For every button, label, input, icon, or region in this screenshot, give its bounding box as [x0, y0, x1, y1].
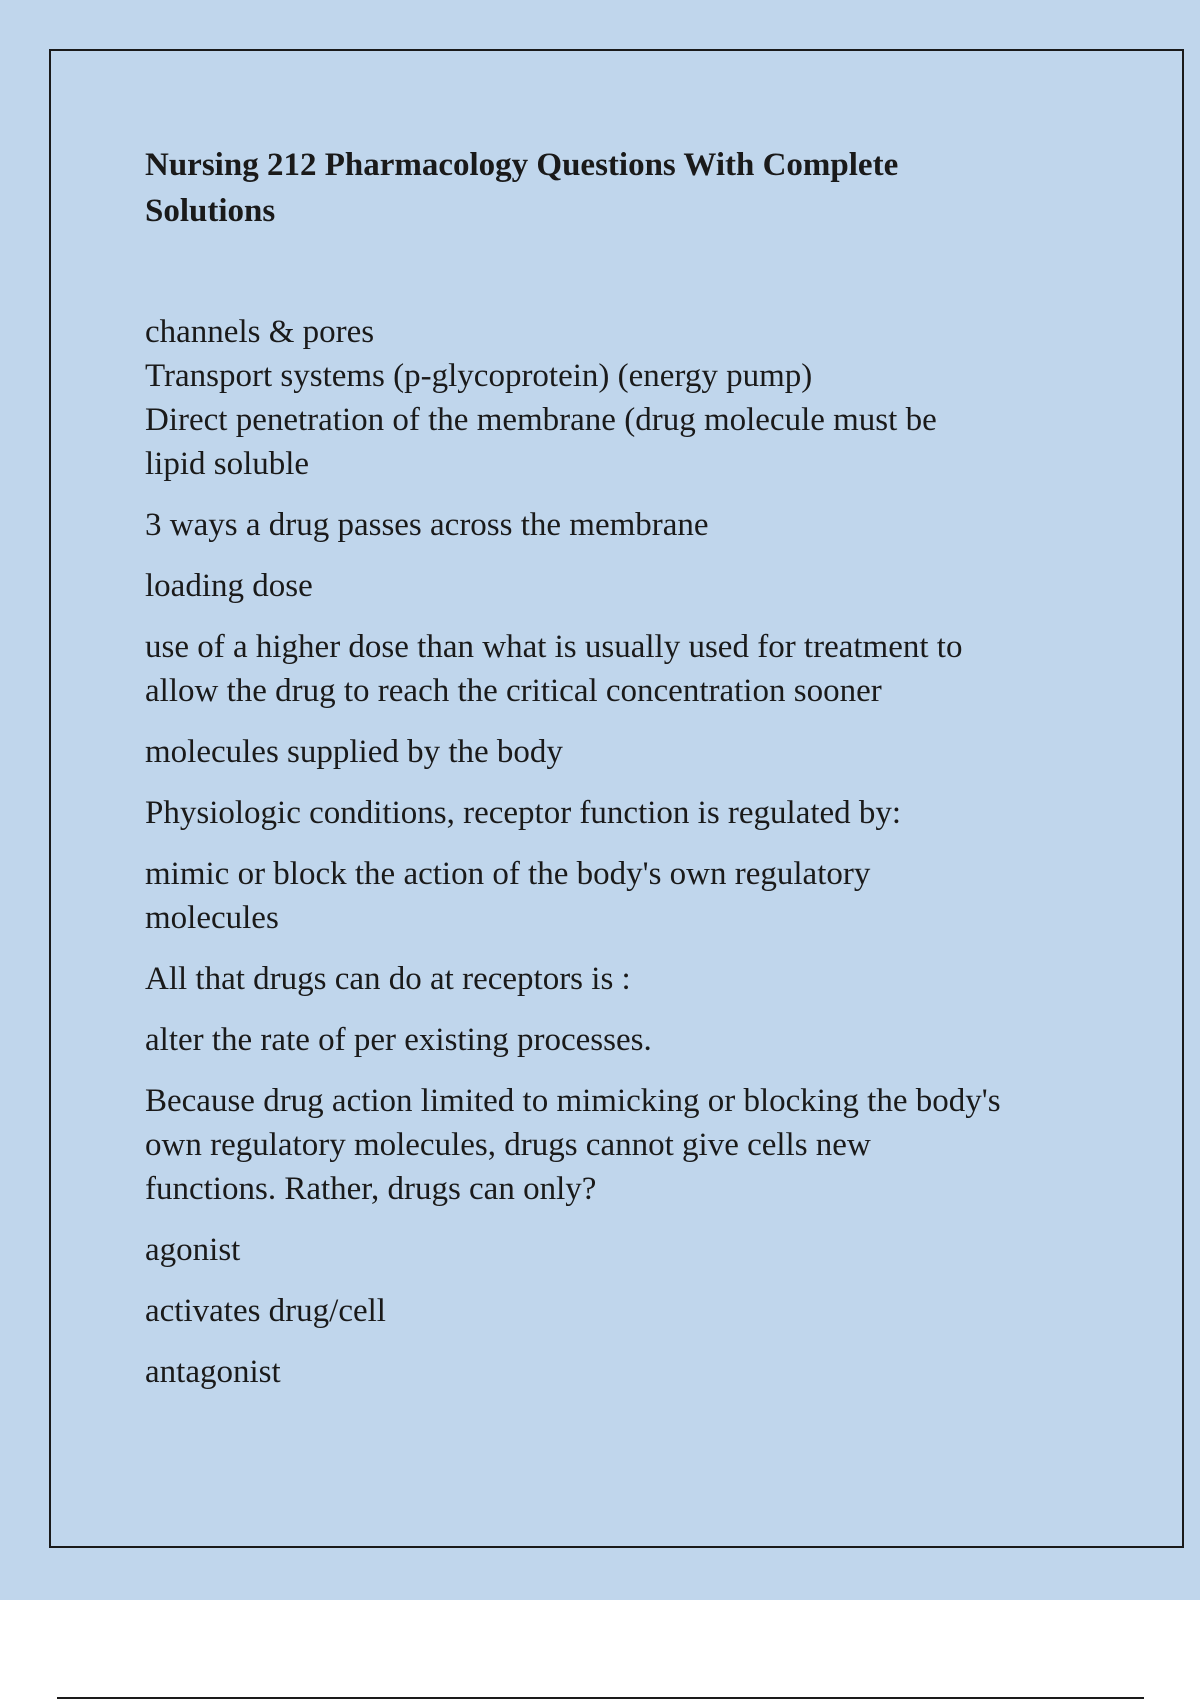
text-block	[145, 1350, 1105, 1394]
text-line: use of a higher dose than what is usually used for treatment to	[145, 629, 963, 665]
text-line: Direct penetration of the membrane (drug molecule must be	[145, 402, 937, 438]
text-line: lipid soluble	[145, 446, 310, 482]
text-block	[145, 730, 1105, 774]
text-line: alter the rate of per existing processes.	[145, 1022, 652, 1058]
text-line: Because drug action limited to mimicking or blocking the body's	[145, 1083, 1001, 1119]
title-line: Nursing 212 Pharmacology Questions With Complete	[145, 147, 899, 183]
text-line: All that drugs can do at receptors is :	[145, 961, 631, 997]
text-block	[145, 503, 1105, 547]
text-block	[145, 957, 1105, 1001]
text-block	[145, 852, 1105, 940]
text-block	[145, 310, 1105, 486]
title-line: Solutions	[145, 193, 276, 229]
text-block	[145, 791, 1105, 835]
text-line: 3 ways a drug passes across the membrane	[145, 507, 709, 543]
footer-divider	[57, 1697, 1144, 1699]
text-line: molecules supplied by the body	[145, 734, 563, 770]
text-block	[145, 1018, 1105, 1062]
text-line: loading dose	[145, 568, 313, 604]
text-line: activates drug/cell	[145, 1293, 386, 1329]
text-line: molecules	[145, 900, 279, 936]
text-block	[145, 625, 1105, 713]
text-block	[145, 564, 1105, 608]
text-line: functions. Rather, drugs can only?	[145, 1171, 597, 1207]
text-line: agonist	[145, 1232, 241, 1268]
text-block	[145, 1289, 1105, 1333]
text-line: Physiologic conditions, receptor function is regulated by:	[145, 795, 902, 831]
text-line: own regulatory molecules, drugs cannot give cells new	[145, 1127, 871, 1163]
text-line: channels & pores	[145, 314, 375, 350]
text-line: Transport systems (p-glycoprotein) (energy pump)	[145, 358, 813, 394]
text-block	[145, 1079, 1105, 1211]
text-block	[145, 1228, 1105, 1272]
document-content	[145, 142, 1105, 1394]
text-line: allow the drug to reach the critical concentration sooner	[145, 673, 882, 709]
document-title	[145, 142, 1105, 234]
text-line: antagonist	[145, 1354, 281, 1390]
text-line: mimic or block the action of the body's own regulatory	[145, 856, 871, 892]
